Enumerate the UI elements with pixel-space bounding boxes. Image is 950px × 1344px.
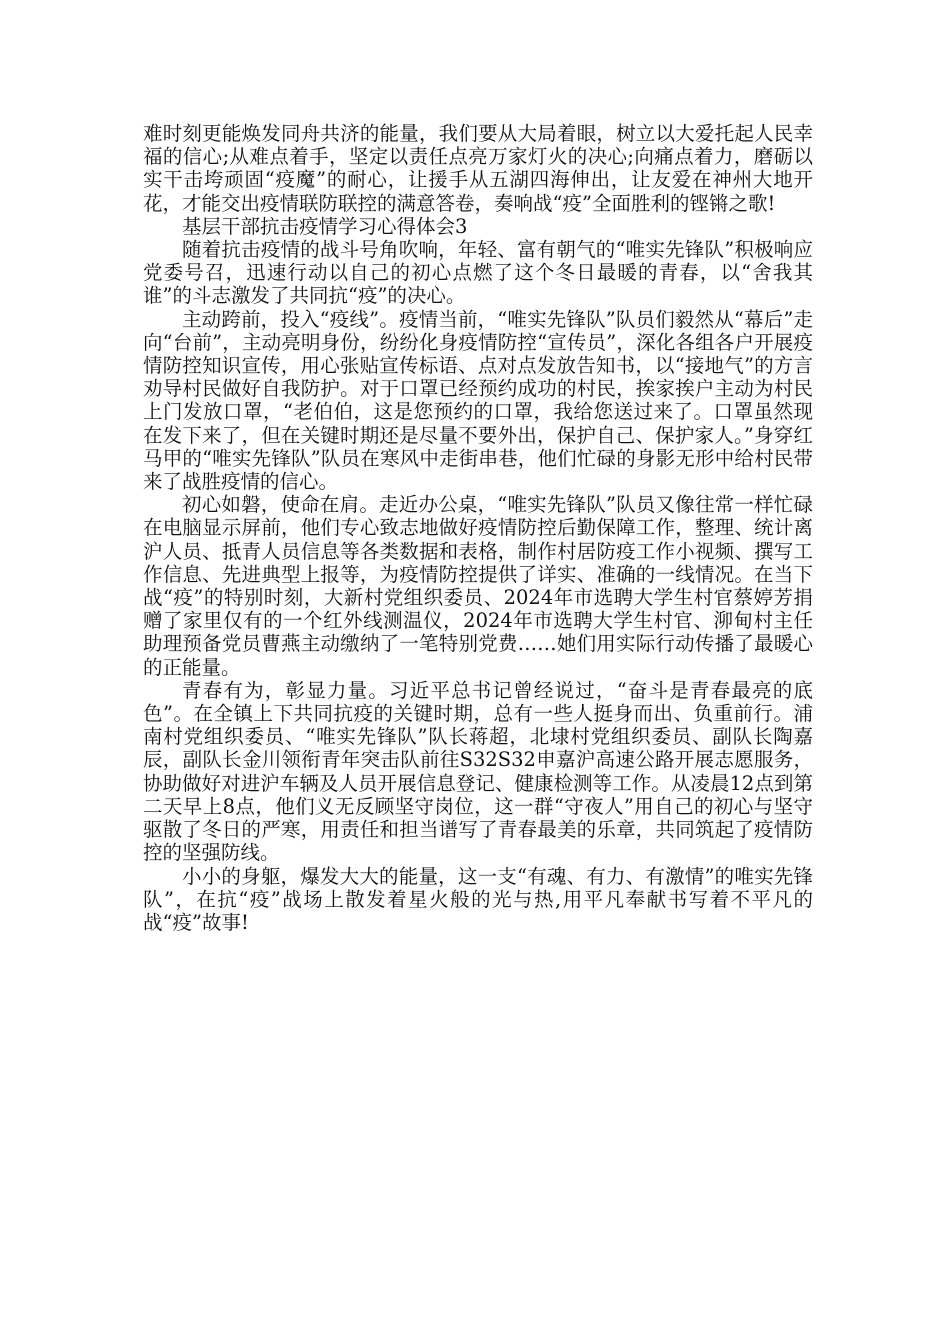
paragraph-conclusion: 小小的身躯，爆发大大的能量，这一支“有魂、有力、有激情”的唯实先锋队”，在抗“疫”战场上散发着星火般的光与热,用平凡奉献书写着不平凡的战“疫”故事! [143, 864, 813, 934]
paragraph-youth: 青春有为，彰显力量。习近平总书记曾经说过，“奋斗是青春最亮的底色”。在全镇上下共同抗疫的关键时期，总有一些人挺身而出、负重前行。浦南村党组织委员、“唯实先锋队”队长蒋超，北埭村党组织委员、副队长陶嘉辰，副队长金川领衔青年突击队前往S32S32申嘉沪高速公路开展志愿服务，协助做好对进沪车辆及人员开展信息登记、健康检测等工作。从凌晨12点到第二天早上8点，他们义无反顾坚守岗位，这一群“守夜人”用自己的初心与坚守驱散了冬日的严寒，用责任和担当谱写了青春最美的乐章，共同筑起了疫情防控的坚强防线。 [143, 678, 813, 865]
section-heading: 基层干部抗击疫情学习心得体会3 [182, 214, 468, 238]
paragraph-mission: 初心如磐，使命在肩。走近办公桌，“唯实先锋队”队员又像往常一样忙碌在电脑显示屏前，他们专心致志地做好疫情防控后勤保障工作，整理、统计离沪人员、抵青人员信息等各类数据和表格，制作村居防疫工作小视频、撰写工作信息、先进典型上报等，为疫情防控提供了详实、准确的一线情况。在当下战“疫”的特别时刻，大新村党组织委员、2024年市选聘大学生村官蔡婷芳捐赠了家里仅有的一个红外线测温仪，2024年市选聘大学生村官、泖甸村主任助理预备党员曹燕主动缴纳了一笔特别党费……她们用实际行动传播了最暖心的正能量。 [143, 493, 813, 679]
paragraph-intro: 随着抗击疫情的战斗号角吹响，年轻、富有朝气的“唯实先锋队”积极响应党委号召，迅速行动以自己的初心点燃了这个冬日最暖的青春，以“舍我其谁”的斗志激发了共同抗“疫”的决心。 [143, 238, 813, 308]
paragraph-continuation: 难时刻更能焕发同舟共济的能量，我们要从大局着眼，树立以大爱托起人民幸福的信心;从难点着手，坚定以责任点亮万家灯火的决心;向痛点着力，磨砺以实干击垮顽固“疫魔”的耐心，让援手从五湖四海伸出，让友爱在神州大地开花，才能交出疫情联防联控的满意答卷，奏响战“疫”全面胜利的铿锵之歌! [143, 122, 813, 215]
paragraph-frontline: 主动跨前，投入“疫线”。疫情当前，“唯实先锋队”队员们毅然从“幕后”走向“台前”，主动亮明身份，纷纷化身疫情防控“宣传员”，深化各组各户开展疫情防控知识宣传，用心张贴宣传标语、点对点发放告知书，以“接地气”的方言劝导村民做好自我防护。对于口罩已经预约成功的村民，挨家挨户主动为村民上门发放口罩，“老伯伯，这是您预约的口罩，我给您送过来了。口罩虽然现在发下来了，但在关键时期还是尽量不要外出，保护自己、保护家人。”身穿红马甲的“唯实先锋队”队员在寒风中走街串巷，他们忙碌的身影无形中给村民带来了战胜疫情的信心。 [143, 307, 813, 494]
document-body [143, 122, 813, 934]
